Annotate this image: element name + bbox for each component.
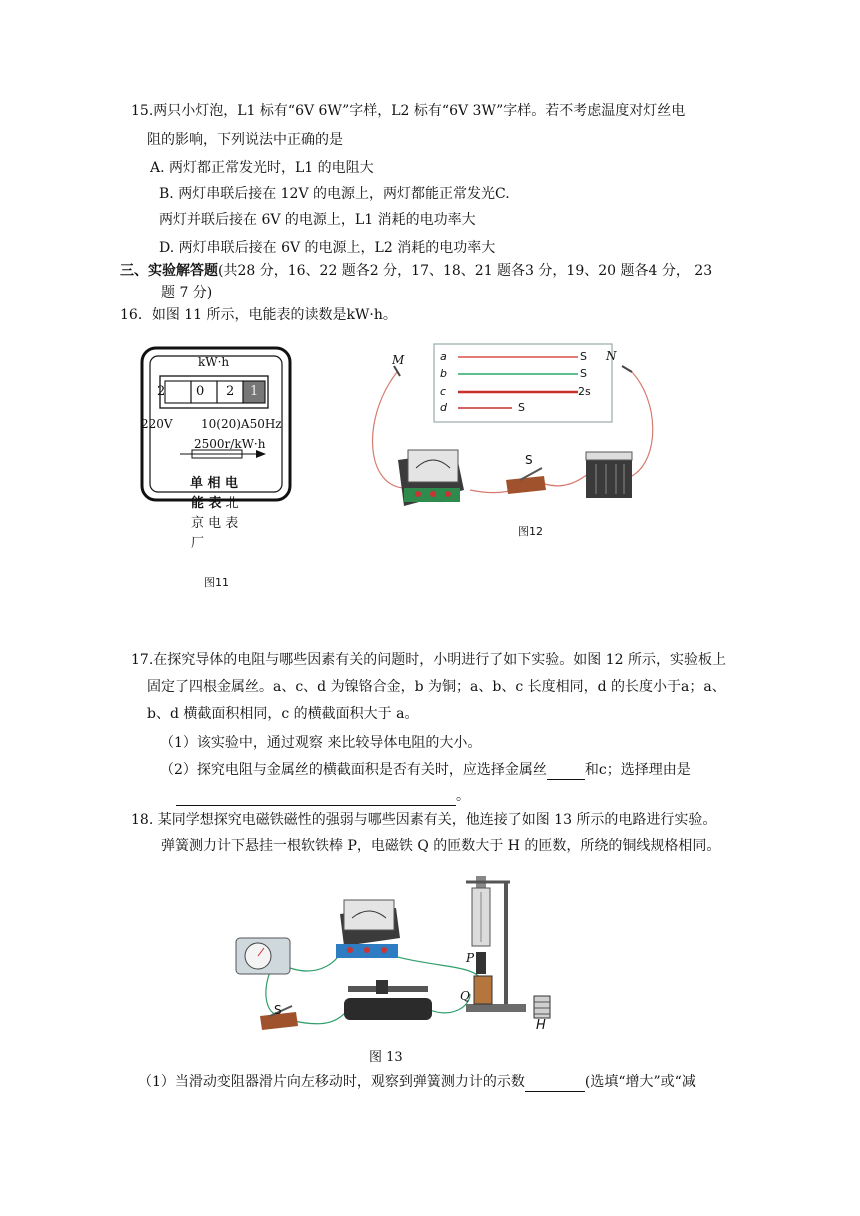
wire-c-label: c [440, 385, 447, 398]
meter-name-rest: 北 [221, 496, 239, 511]
wire-d-label: d [440, 401, 447, 414]
q17-stem-line2: 固定了四根金属丝。a、c、d 为镍铬合金，b 为铜；a、b、c 长度相同，d 的长度小于a；a、 [147, 679, 726, 695]
wire-b-end: S [580, 367, 587, 380]
q15-option-c: 两灯并联后接在 6V 的电源上，L1 消耗的电功率大 [159, 212, 476, 228]
meter-name-bold: 能 表 [191, 496, 222, 511]
wire-a-label: a [440, 350, 447, 363]
q15-option-b: B. 两灯串联后接在 12V 的电源上，两灯都能正常发光C. [159, 186, 510, 202]
wire-b-label: b [440, 367, 447, 380]
q17-sub2-mid: 和c；选择理由是 [584, 762, 691, 778]
meter-name-line1: 单 相 电 [190, 476, 239, 491]
meter-digit-2: 0 [196, 384, 205, 399]
q18-sub1-choice: (选填“增大”或“减 [584, 1074, 696, 1090]
meter-name-line3: 京 电 表 [191, 516, 239, 531]
meter-voltage: 220V [141, 417, 173, 431]
fig12-label-n: N [606, 349, 617, 363]
q16-stem: 16．如图 11 所示，电能表的读数是kW·h。 [120, 307, 397, 323]
meter-digit-3: 2 [226, 384, 235, 399]
meter-name-line4: 厂 [191, 536, 205, 551]
fig13-label-p: P [466, 951, 475, 965]
q15-stem-line1: 15.两只小灯泡，L1 标有“6V 6W”字样，L2 标有“6V 3W”字样。若不考虑温度对灯丝电 [131, 103, 686, 119]
q18-sub1-text: （1）当滑动变阻器滑片向左移动时，观察到弹簧测力计的示数 [138, 1074, 525, 1090]
fig13-switch-label: S [274, 1003, 282, 1017]
q18-answer-blank[interactable] [525, 1091, 585, 1092]
meter-digit-1: 2 [157, 384, 166, 399]
q17-sub1: （1）该实验中，通过观察 来比较导体电阻的大小。 [160, 735, 482, 751]
q17-stem-line3: b、d 横截面积相同，c 的横截面积大于 a。 [147, 706, 419, 722]
figure-11-meter [140, 346, 292, 502]
meter-current-freq: 10(20)A50Hz [201, 417, 282, 431]
wire-d-end: S [518, 401, 525, 414]
q18-stem-line2: 弹簧测力计下悬挂一根软铁棒 P，电磁铁 Q 的匝数大于 H 的匝数，所绕的铜线规格相同。 [161, 838, 721, 854]
figure-13-caption: 图 13 [369, 1050, 403, 1065]
q17-sub2-line2 [176, 786, 470, 806]
section3-title: 三、实验解答题 [120, 263, 218, 279]
q17-sub2-end: 。 [456, 788, 470, 804]
meter-unit: kW·h [198, 355, 230, 369]
figure-13-drawing [230, 868, 570, 1048]
figure-12-caption: 图12 [518, 525, 543, 538]
figure-12-drawing [360, 340, 670, 540]
meter-name-line2 [191, 494, 239, 514]
q17-stem-line1: 17.在探究导体的电阻与哪些因素有关的问题时，小明进行了如下实验。如图 12 所示，实验板上 [131, 652, 726, 668]
q17-sub2 [160, 760, 691, 780]
wire-c-end: 2s [578, 385, 591, 398]
q15-option-a: A. 两灯都正常发光时，L1 的电阻大 [150, 160, 374, 176]
meter-rate: 2500r/kW·h [194, 437, 266, 451]
section3-heading [120, 261, 712, 281]
q17-answer-blank-1[interactable] [547, 779, 585, 780]
section3-detail: (共28 分，16、22 题各2 分，17、18、21 题各3 分，19、20 题各4 分， 23 [218, 263, 713, 279]
q18-sub1 [138, 1072, 696, 1092]
wire-a-end: S [580, 350, 587, 363]
q15-option-d: D. 两灯串联后接在 6V 的电源上，L2 消耗的电功率大 [159, 240, 496, 256]
figure-12-circuit [360, 340, 670, 540]
section3-detail-line2: 题 7 分) [161, 285, 213, 301]
q15-stem-line2: 阻的影响，下列说法中正确的是 [147, 132, 343, 148]
q18-stem-line1: 18. 某同学想探究电磁铁磁性的强弱与哪些因素有关，他连接了如图 13 所示的电路进行实验。 [131, 812, 717, 828]
fig13-label-h: H [536, 1018, 546, 1033]
figure-13-circuit [230, 868, 570, 1048]
meter-digit-4: 1 [250, 384, 259, 399]
fig12-label-m: M [392, 353, 405, 367]
q17-answer-blank-2[interactable] [176, 805, 456, 806]
fig12-switch-label: S [525, 453, 533, 467]
figure-11-caption: 图11 [204, 576, 229, 589]
q17-sub2-text: （2）探究电阻与金属丝的横截面积是否有关时，应选择金属丝 [160, 762, 547, 778]
fig13-label-q: Q [460, 989, 470, 1003]
